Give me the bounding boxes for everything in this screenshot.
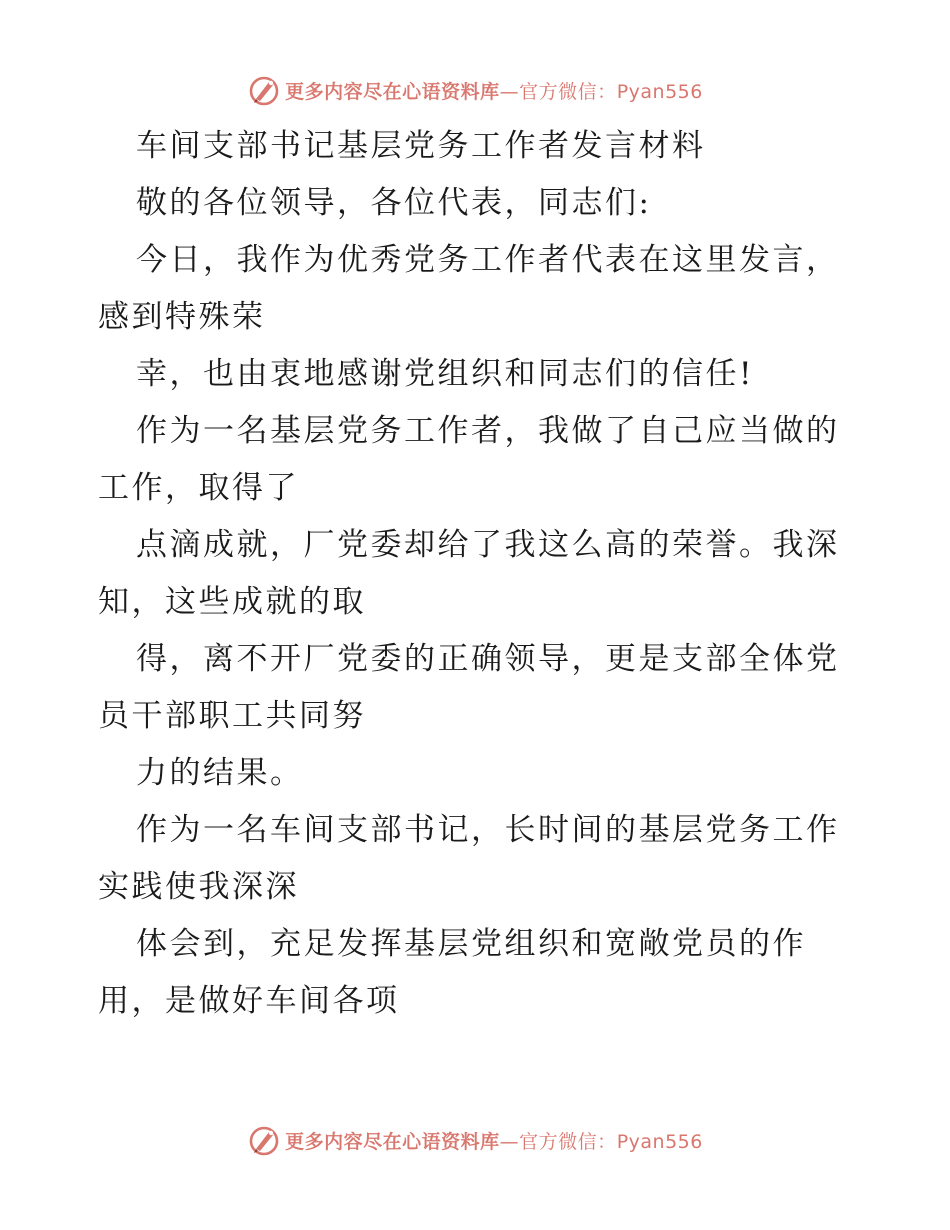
text-line: 工作，取得了 [98,470,299,506]
text-line: 作为一名基层党务工作者，我做了自己应当做的 [136,413,840,449]
text-line: 幸，也由衷地感谢党组织和同志们的信任! [136,356,754,392]
text-line: 点滴成就，厂党委却给了我这么高的荣誉。我深 [136,527,840,563]
document-body [98,128,858,1040]
text-line: 感到特殊荣 [98,299,266,335]
text-line: 实践使我深深 [98,869,299,905]
header-watermark-banner [0,70,950,110]
text-line: 今日，我作为优秀党务工作者代表在这里发言， [136,242,840,278]
watermark-wechat-id: Pyan556 [616,1130,703,1153]
watermark-dash: — [499,1130,520,1153]
text-line: 员干部职工共同努 [98,698,366,734]
watermark-wechat-label: 官方微信： [519,80,617,103]
watermark-wechat-id: Pyan556 [616,80,703,103]
pen-circle-logo-icon [247,1123,281,1157]
footer-watermark-banner [0,1120,950,1160]
watermark-text [285,77,703,104]
text-line: 得，离不开厂党委的正确领导，更是支部全体党 [136,641,840,677]
text-line: 知，这些成就的取 [98,584,366,620]
text-line: 用，是做好车间各项 [98,983,400,1019]
text-line: 敬的各位领导，各位代表，同志们: [136,185,652,221]
pen-circle-logo-icon [247,73,281,107]
text-line: 车间支部书记基层党务工作者发言材料 [136,128,706,164]
watermark-site-name: 更多内容尽在心语资料库 [285,80,500,103]
watermark-text [285,1127,703,1154]
text-line: 体会到，充足发挥基层党组织和宽敞党员的作 [136,926,806,962]
watermark-site-name: 更多内容尽在心语资料库 [285,1130,500,1153]
watermark-wechat-label: 官方微信： [519,1130,617,1153]
text-line: 力的结果。 [136,755,304,791]
text-line: 作为一名车间支部书记，长时间的基层党务工作 [136,812,840,848]
watermark-dash: — [499,80,520,103]
